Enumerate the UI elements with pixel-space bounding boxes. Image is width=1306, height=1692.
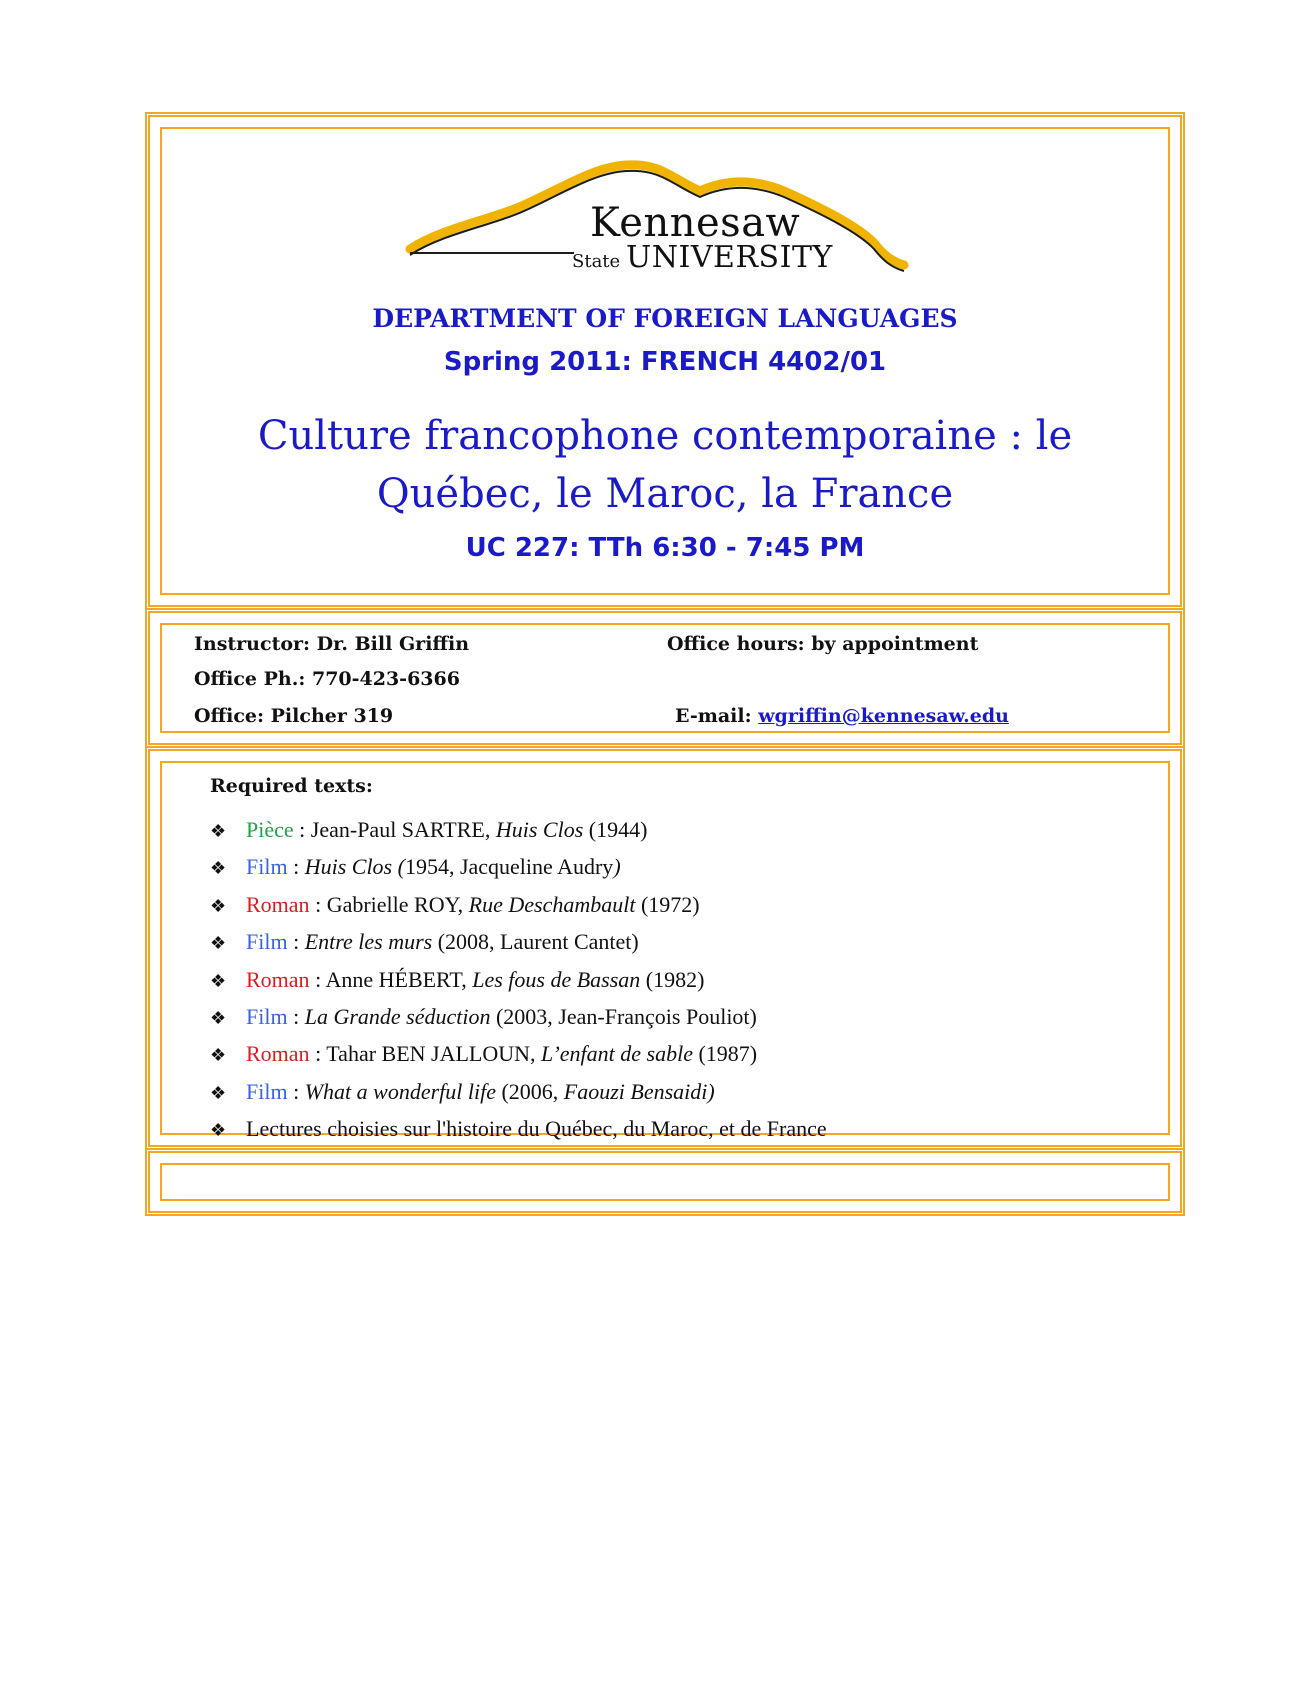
required-texts-inner-border (160, 761, 1170, 1142)
author: Tahar BEN JALLOUN, (326, 1041, 542, 1067)
diamond-bullet-icon: ❖ (210, 895, 227, 916)
logo-wordmark-state: State (572, 251, 621, 272)
course-title-line2: Québec, le Maroc, la France (376, 471, 954, 517)
diamond-bullet-icon: ❖ (210, 1120, 227, 1141)
work-title: La Grande séduction (304, 1003, 491, 1029)
list-item (210, 886, 827, 923)
diamond-bullet-icon: ❖ (210, 858, 227, 879)
office-phone: Office Ph.: 770-423-6366 (194, 668, 460, 690)
department-title: DEPARTMENT OF FOREIGN LANGUAGES (372, 304, 958, 333)
separator: : (287, 854, 305, 880)
email-link[interactable]: wgriffin@kennesaw.edu (758, 705, 1009, 727)
required-texts-box (145, 746, 1185, 1150)
separator: : (287, 1078, 305, 1104)
work-title: L’enfant de sable (541, 1041, 693, 1067)
instructor-inner-border (160, 623, 1170, 733)
logo-wordmark-university: UNIVERSITY (626, 240, 833, 275)
details: (2006, (495, 1078, 564, 1104)
list-item (210, 1073, 827, 1110)
details: (1944) (583, 817, 648, 842)
diamond-bullet-icon: ❖ (210, 1007, 227, 1028)
separator: : (293, 817, 311, 842)
details: (1987) (692, 1041, 758, 1067)
list-item (210, 1035, 827, 1072)
required-texts-list (210, 811, 827, 1148)
author: Jean-Paul SARTRE, (310, 817, 496, 842)
list-item (210, 923, 827, 960)
category-label: Film (246, 1003, 288, 1029)
empty-box (145, 1148, 1185, 1216)
university-logo (404, 157, 924, 277)
separator: : (309, 891, 327, 917)
details: (2003, Jean-François Pouliot) (490, 1003, 757, 1029)
email-label: E-mail: (675, 705, 759, 727)
list-item (210, 998, 827, 1035)
details: (2008, Laurent Cantet) (432, 929, 639, 955)
separator: : (309, 966, 326, 992)
required-texts-title: Required texts: (210, 775, 373, 797)
list-item (210, 961, 827, 998)
work-title: Les fous de Bassan (472, 966, 641, 992)
diamond-bullet-icon: ❖ (210, 1082, 227, 1103)
category-label: Film (246, 929, 288, 955)
details: (1982) (640, 966, 705, 992)
course-title-line1: Culture francophone contemporaine : le (257, 413, 1073, 459)
separator: : (287, 929, 305, 955)
separator: : (309, 1041, 327, 1067)
category-label: Film (246, 854, 288, 880)
readings-text: Lectures choisies sur l'histoire du Québec, du Maroc, et de France (246, 1116, 827, 1142)
details: 1954, Jacqueline Audry (404, 854, 614, 880)
work-title: Rue Deschambault (468, 891, 636, 917)
list-item (210, 1110, 827, 1147)
separator: : (287, 1003, 305, 1029)
work-title: What a wonderful life (304, 1078, 496, 1104)
list-item (210, 848, 827, 885)
logo-wordmark-kennesaw: Kennesaw (590, 200, 801, 246)
diamond-bullet-icon: ❖ (210, 821, 227, 841)
category-label: Pièce (246, 817, 294, 842)
instructor-box (145, 608, 1185, 748)
category-label: Roman (246, 966, 310, 992)
diamond-bullet-icon: ❖ (210, 970, 227, 991)
header-box (145, 112, 1185, 610)
diamond-bullet-icon: ❖ (210, 1045, 227, 1066)
instructor-name: Instructor: Dr. Bill Griffin (194, 633, 470, 655)
category-label: Roman (246, 891, 310, 917)
work-title: Huis Clos ( (304, 854, 405, 880)
author: Gabrielle ROY, (326, 891, 469, 917)
room-and-time: UC 227: TTh 6:30 - 7:45 PM (465, 533, 865, 563)
email-line (675, 705, 1009, 727)
header-inner-border (160, 127, 1170, 595)
author: Anne HÉBERT, (325, 966, 473, 992)
details-tail: Faouzi Bensaidi) (563, 1078, 715, 1104)
details: (1972) (635, 891, 700, 917)
diamond-bullet-icon: ❖ (210, 933, 227, 954)
category-label: Film (246, 1078, 288, 1104)
work-title: Huis Clos (495, 817, 584, 842)
office-hours: Office hours: by appointment (667, 633, 979, 655)
office-location: Office: Pilcher 319 (194, 705, 394, 727)
work-title: Entre les murs (304, 929, 433, 955)
list-item (210, 811, 827, 848)
category-label: Roman (246, 1041, 310, 1067)
details-tail: ) (613, 854, 621, 880)
semester-course-code: Spring 2011: FRENCH 4402/01 (443, 347, 887, 377)
empty-inner-border (160, 1163, 1170, 1201)
